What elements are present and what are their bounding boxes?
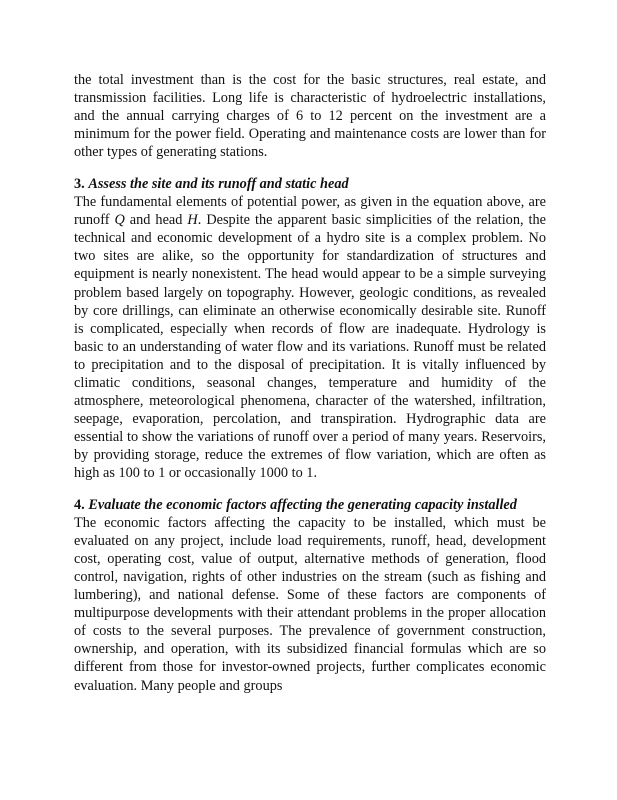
section-body bbox=[74, 193, 546, 482]
section-heading bbox=[74, 175, 546, 193]
body-text: The fundamental elements of potential power, as given in the equation above, are runoff bbox=[74, 194, 546, 229]
section-body: The economic factors affecting the capacity to be installed, which must be evaluated on any project, include load requirements, runoff, head, development cost, operating cost, value of output, alternative methods of generation, flood control, navigation, rights of other industries on the stream (such as fishing and lumbering), and national defense. Some of these factors are components of multipurpose developments with their attendant problems in the proper allocation of costs to the several purposes. The prevalence of government construction, ownership, and operation, with its subsidized financial formulas which are so different from those for investor-owned projects, further complicates economic evaluation. Many people and groups bbox=[74, 515, 546, 694]
variable-q: Q bbox=[114, 212, 125, 229]
section-3 bbox=[74, 175, 546, 482]
section-4 bbox=[74, 496, 546, 695]
document-page bbox=[74, 71, 546, 695]
section-number: 4. bbox=[74, 497, 85, 514]
section-title: Assess the site and its runoff and static head bbox=[88, 176, 349, 193]
body-text: and head bbox=[124, 212, 188, 229]
body-text: . Despite the apparent basic simplicities of the relation, the technical and economic development of a hydro site is a complex problem. No two sites are alike, so the opportunity for standardization of structures and equipment is nearly nonexistent. The head would appear to be a simple surveying problem based largely on topography. However, geologic conditions, as revealed by core drillings, can eliminate an otherwise economically desirable site. Runoff is complicated, especially when records of flow are inadequate. Hydrology is basic to an understanding of water flow and its variations. Runoff must be related to precipitation and to the disposal of precipitation. It is vitally influenced by climatic conditions, seasonal changes, temperature and humidity of the atmosphere, meteorological phenomena, character of the watershed, infiltration, seepage, evaporation, percolation, and transpiration. Hydrographic data are essential to show the variations of runoff over a period of many years. Reservoirs, by providing storage, reduce the extremes of flow variation, which are often as high as 100 to 1 or occasionally 1000 to 1. bbox=[74, 212, 546, 481]
intro-paragraph: the total investment than is the cost for the basic structures, real estate, and transmission facilities. Long life is characteristic of hydroelectric installations, and the annual carrying charges of 6 to 12 percent on the investment are a minimum for the power field. Operating and maintenance costs are lower than for other types of generating stations. bbox=[74, 72, 546, 161]
section-number: 3. bbox=[74, 176, 85, 193]
variable-h: H bbox=[187, 212, 198, 229]
section-heading bbox=[74, 496, 546, 514]
section-title: Evaluate the economic factors affecting the generating capacity installed bbox=[88, 497, 517, 514]
